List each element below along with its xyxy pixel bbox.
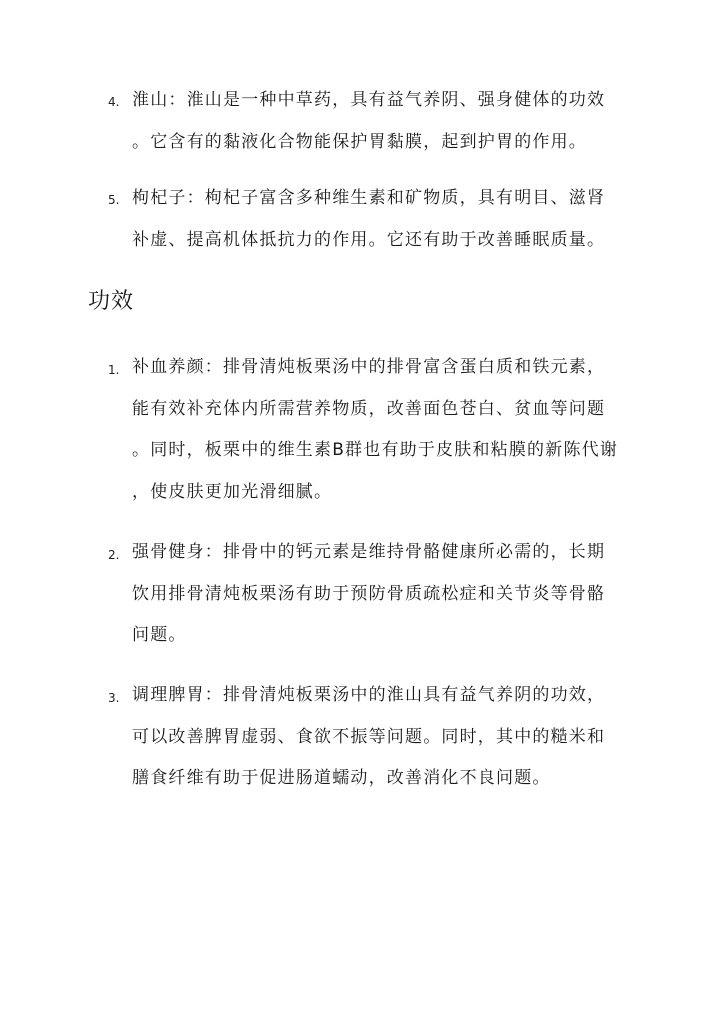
list-item-text (132, 80, 632, 163)
list-number: 2. (108, 548, 120, 562)
list-item-text (132, 675, 632, 800)
list-number: 1. (108, 363, 120, 377)
text-line: 。同时，板栗中的维生素B群也有助于皮肤和粘膜的新陈代谢 (132, 440, 619, 460)
text-line: 饮用排骨清炖板栗汤有助于预防骨质疏松症和关节炎等骨骼 (132, 583, 606, 604)
list-number: 3. (108, 691, 120, 705)
list-item-text (132, 347, 632, 513)
text-line: 可以改善脾胃虚弱、食欲不振等问题。同时，其中的糙米和 (132, 726, 606, 747)
list-number: 4. (108, 95, 120, 109)
list-number: 5. (108, 193, 120, 207)
text-line: 淮山：淮山是一种中草药，具有益气养阴、强身健体的功效 (132, 90, 606, 110)
list-item-text (132, 532, 632, 657)
text-line: ，使皮肤更加光滑细腻。 (132, 481, 333, 502)
list-item-text (132, 178, 632, 261)
text-line: 枸杞子：枸杞子富含多种维生素和矿物质，具有明目、滋肾 (132, 188, 606, 208)
text-line: 补虚、提高机体抵抗力的作用。它还有助于改善睡眠质量。 (132, 229, 606, 250)
text-line: 膳食纤维有助于促进肠道蠕动，改善消化不良问题。 (132, 768, 551, 788)
section-heading: 功效 (88, 289, 135, 314)
text-line: 补血养颜：排骨清炖板栗汤中的排骨富含蛋白质和铁元素， (132, 357, 606, 377)
text-line: 。它含有的黏液化合物能保护胃黏膜，起到护胃的作用。 (132, 131, 587, 152)
text-line: 能有效补充体内所需营养物质，改善面色苍白、贫血等问题 (132, 398, 606, 419)
text-line: 调理脾胃：排骨清炖板栗汤中的淮山具有益气养阴的功效， (132, 685, 606, 705)
text-line: 问题。 (132, 625, 187, 645)
text-line: 强骨健身：排骨中的钙元素是维持骨骼健康所必需的，长期 (132, 542, 606, 562)
